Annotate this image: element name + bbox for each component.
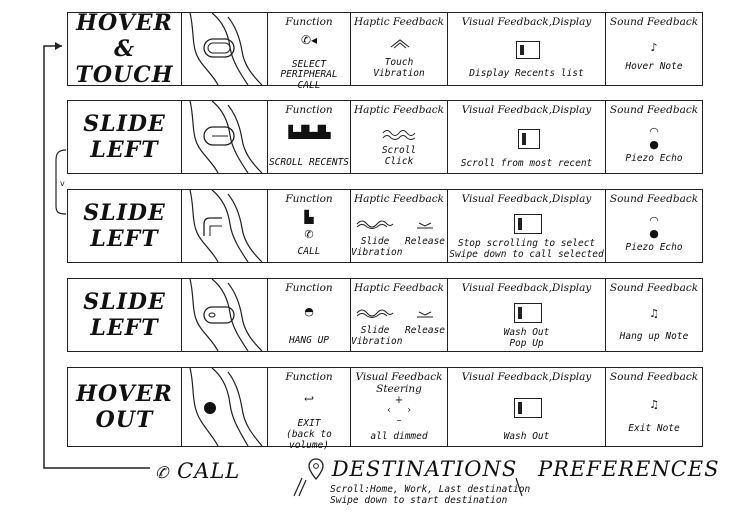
sound-cell: Sound Feedback ◠ ● Piezo Echo xyxy=(606,190,702,262)
visual-cell: Visual Feedback,Display Scroll from most recent xyxy=(448,101,606,173)
display-icon xyxy=(518,129,540,149)
music-note-icon: ♫ xyxy=(649,307,659,320)
contact-icon: ▙ xyxy=(304,210,314,224)
sound-cell: Sound Feedback ♪ Hover Note xyxy=(606,13,702,85)
visual-cell: Visual Feedback,Display Display Recents list xyxy=(448,13,606,85)
slide-vibration-icon xyxy=(355,305,395,319)
destinations-sub-2: Swipe down to start destination xyxy=(330,495,508,506)
touch-vibration-icon xyxy=(389,37,411,49)
display-icon xyxy=(514,398,542,418)
phone-icon: ✆◂ xyxy=(300,33,318,47)
phone-icon: ✆ xyxy=(155,463,170,482)
table-row xyxy=(67,189,703,263)
call-menu-item[interactable]: ✆ CALL xyxy=(155,459,241,483)
recents-icon: ▙▟▙▟▙ xyxy=(288,125,330,139)
scroll-vibration-icon xyxy=(381,127,417,141)
gesture-label: HOVER OUT xyxy=(68,368,182,446)
hand-illustration xyxy=(182,279,268,351)
gesture-label: HOVER & TOUCH xyxy=(68,13,182,85)
visual-cell: Visual Feedback,Display Wash Out Pop Up xyxy=(448,279,606,351)
function-cell: Function ▙ ✆ CALL xyxy=(268,190,351,262)
gesture-label: SLIDE LEFT xyxy=(68,101,182,173)
preferences-menu-item[interactable]: PREFERENCES xyxy=(538,457,720,481)
visual-cell: Visual Feedback,Display Wash Out xyxy=(448,368,606,446)
function-cell: Function ✆◂ SELECT PERIPHERAL CALL xyxy=(268,13,351,85)
slide-vibration-icon xyxy=(355,216,395,230)
haptic-cell: Haptic Feedback Slide Vibration Release xyxy=(351,190,448,262)
table-row xyxy=(67,100,703,174)
function-cell: Function ↩ EXIT (back to volume) xyxy=(268,368,351,446)
table-row xyxy=(67,367,703,451)
haptic-cell: Haptic Feedback Scroll Click xyxy=(351,101,448,173)
sound-cell: Sound Feedback ♫ Hang up Note xyxy=(606,279,702,351)
hand-illustration xyxy=(182,101,268,173)
release-icon xyxy=(415,220,435,230)
speaker-icon: ◠ ● xyxy=(649,214,659,240)
destinations-sub-1: Scroll:Home, Work, Last destination xyxy=(330,484,531,495)
music-note-icon: ♫ xyxy=(649,398,659,411)
haptic-cell: Haptic Feedback Touch Vibration xyxy=(351,13,448,85)
visual-cell: Visual Feedback,Display Stop scrolling to select Swipe down to call selected xyxy=(448,190,606,262)
back-arrow-icon: ↩ xyxy=(303,392,315,406)
hand-illustration xyxy=(182,13,268,85)
display-icon xyxy=(514,303,542,323)
sound-cell: Sound Feedback ♫ Exit Note xyxy=(606,368,702,446)
display-icon xyxy=(514,214,542,234)
music-note-icon: ♪ xyxy=(650,41,658,54)
svg-text:v: v xyxy=(60,179,65,188)
table-row xyxy=(67,278,703,352)
haptic-cell: Visual Feedback Steering + ‹ › – all dimmed xyxy=(351,368,448,446)
release-icon xyxy=(415,309,435,319)
steering-pad-icon: + ‹ › – xyxy=(387,395,411,426)
hand-illustration xyxy=(182,190,268,262)
location-pin-icon xyxy=(308,458,324,480)
phone-icon: ✆ xyxy=(304,228,314,241)
speaker-icon: ◠ ● xyxy=(649,125,659,151)
function-cell: Function ▙▟▙▟▙ SCROLL RECENTS xyxy=(268,101,351,173)
function-cell: Function ◓ HANG UP xyxy=(268,279,351,351)
haptic-cell: Haptic Feedback Slide Vibration Release xyxy=(351,279,448,351)
gesture-label: SLIDE LEFT xyxy=(68,279,182,351)
gesture-label: SLIDE LEFT xyxy=(68,190,182,262)
display-icon xyxy=(516,41,540,59)
hand-illustration xyxy=(182,368,268,446)
sound-cell: Sound Feedback ◠ ● Piezo Echo xyxy=(606,101,702,173)
table-row xyxy=(67,10,703,91)
destinations-menu-item[interactable]: DESTINATIONS xyxy=(308,457,517,481)
hang-up-icon: ◓ xyxy=(304,305,314,318)
